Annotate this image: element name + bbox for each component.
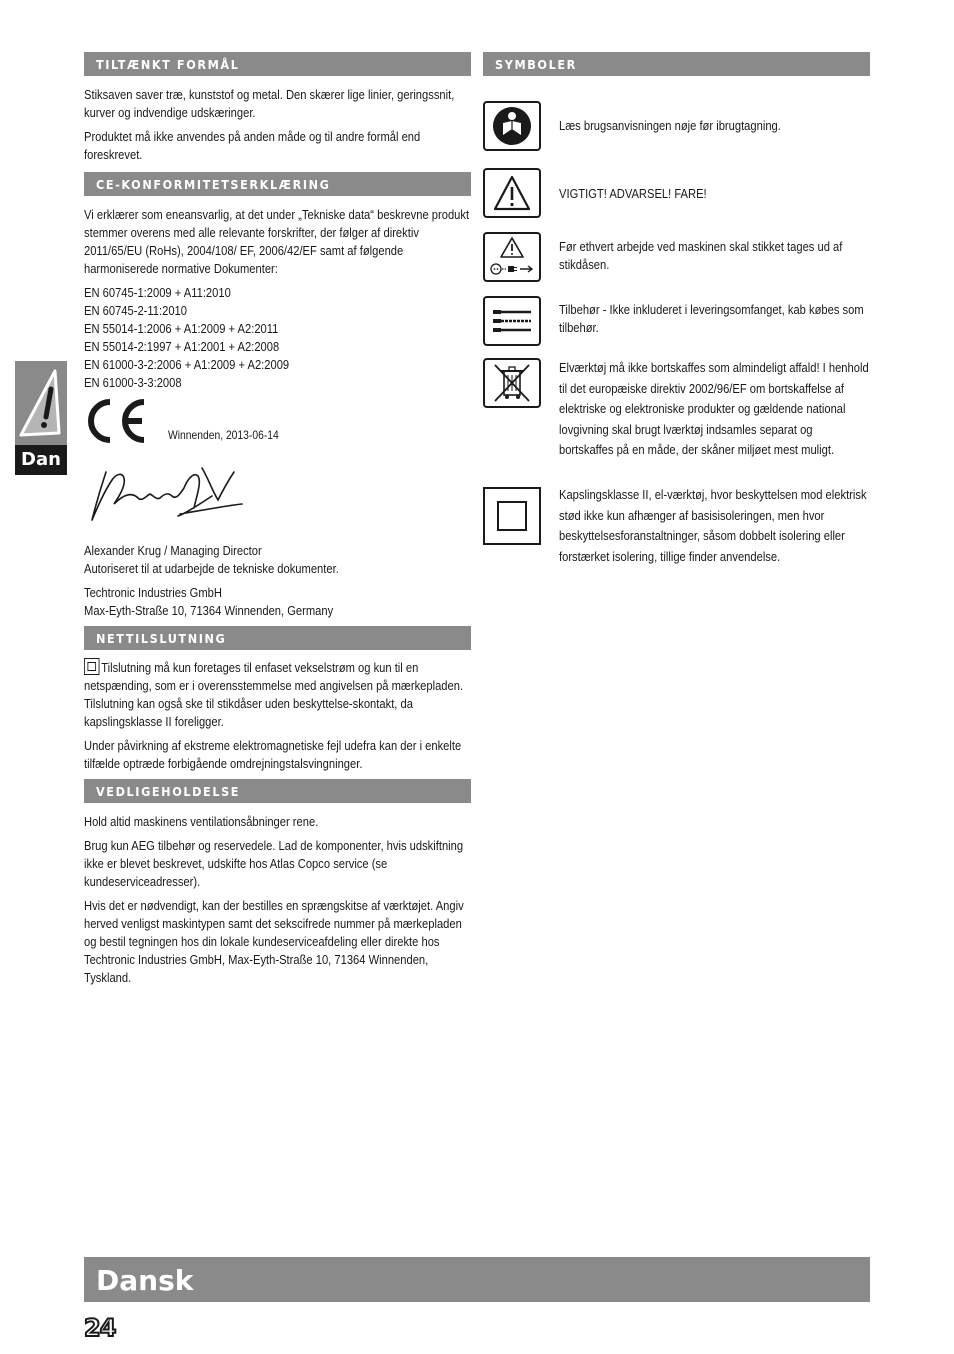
right-column: [483, 52, 870, 564]
symbol-row-accessory: [483, 296, 870, 348]
symbol-text-accessory: Tilbehør - Ikke inkluderet i leveringsomfanget, kab købes som tilbehør.: [559, 302, 864, 335]
ce-declaration-text: Vi erklærer som eneansvarlig, at det under „Tekniske data“ beskrevne produkt stemmer overens med alle relevante forskrifter, der følger af direktiv 2011/65/EU (RoHs), 2004/108/ EF, 2006/42/EF samt af følgende harmoniserede normative Dokumenter:: [84, 207, 470, 276]
symbol-text-class-ii: Kapslingsklasse II, el-værktøj, hvor beskyttelsen mod elektrisk stød ikke kun afhænger af basisisoleringen, men hvor beskyttelsesforanstaltninger, såsom dobbelt isolering eller forstærket isolering, tillige finder anvendelse.: [559, 487, 867, 564]
symbol-row-weee: [483, 358, 870, 488]
language-footer-bar: Dansk: [84, 1257, 870, 1302]
authorized-text: Autoriseret til at udarbejde de tekniske dokumenter.: [84, 561, 339, 576]
warning-triangle-icon: [483, 168, 541, 218]
symbol-text-read-manual: Læs brugsanvisningen nøje før ibrugtagning.: [559, 118, 781, 133]
symbol-text-warning: VIGTIGT! ADVARSEL! FARE!: [559, 186, 707, 201]
exclamation-icon: [15, 361, 67, 445]
maintenance-paragraph-2: Brug kun AEG tilbehør og reservedele. Lad de komponenter, hvis udskiftning ikke er blevet beskrevet, udskifte hos Atlas Copco service (se kundeserviceadresser).: [84, 838, 464, 889]
standard-item: EN 61000-3-3:2008: [84, 375, 182, 390]
signature-image: [84, 448, 254, 534]
signatory-name: Alexander Krug / Managing Director: [84, 543, 262, 558]
accessory-icon: [483, 296, 541, 346]
language-side-tab: [15, 361, 67, 475]
language-tab-label: Dan: [15, 445, 67, 475]
standard-item: EN 55014-2:1997 + A1:2001 + A2:2008: [84, 339, 280, 354]
symbol-row-warning: [483, 168, 870, 220]
read-manual-icon: [483, 101, 541, 151]
intended-use-paragraph-1: Stiksaven saver træ, kunststof og metal. Den skærer lige linier, geringssnit, kurver og indvendige udskæringer.: [84, 87, 455, 120]
ce-mark-icon: [84, 398, 148, 444]
symbol-row-read-manual: [483, 101, 870, 153]
symbol-text-weee: Elværktøj må ikke bortskaffes som almindeligt affald! I henhold til det europæiske direktiv 2002/96/EF om bortskaffelse af elektriske og elektroniske produkter og gældende national lovgivning skal brugt lværktøj indsamles separat og bortskaffes på en måde, der skåner miljøet mest muligt.: [559, 360, 869, 458]
symbol-row-unplug: [483, 232, 870, 284]
company-address: Max-Eyth-Straße 10, 71364 Winnenden, Germany: [84, 603, 334, 618]
standards-list: [84, 284, 470, 392]
place-date: Winnenden, 2013-06-14: [168, 428, 279, 442]
standard-item: EN 60745-2-11:2010: [84, 303, 187, 318]
class-ii-icon: [483, 487, 541, 545]
mains-paragraph-1: Tilslutning må kun foretages til enfaset vekselstrøm og kun til en netspænding, som er i overensstemmelse med angivelsen på mærkepladen. Tilslutning kan også ske til stikdåser uden beskyttelse-skontakt, da kapslingsklasse II foreligger.: [84, 660, 464, 729]
mains-paragraph-2: Under påvirkning af ekstreme elektromagnetiske fejl udefra kan der i enkelte tilfælde optræde forbigående omdrejningstalsvingninger.: [84, 738, 462, 771]
section-header-mains: NETTILSLUTNING: [84, 626, 471, 650]
section-header-symbols: SYMBOLER: [483, 52, 870, 76]
symbol-text-unplug: Før ethvert arbejde ved maskinen skal stikket tages ud af stikdåsen.: [559, 239, 843, 272]
section-header-intended-use: TILTÆNKT FORMÅL: [84, 52, 471, 76]
company-name: Techtronic Industries GmbH: [84, 585, 222, 600]
intended-use-paragraph-2: Produktet må ikke anvendes på anden måde og til andre formål end foreskrevet.: [84, 129, 421, 162]
standard-item: EN 61000-3-2:2006 + A1:2009 + A2:2009: [84, 357, 290, 372]
maintenance-paragraph-3: Hvis det er nødvendigt, kan der bestilles en sprængskitse af værktøjet. Angiv herved venligst maskintypen samt det sekscifrede nummer på mærkepladen og bestil tegningen hos din lokale kundeserviceafdeling eller direkte hos Techtronic Industries GmbH, Max-Eyth-Straße 10, 71364 Winnenden, Tyskland.: [84, 898, 464, 985]
standard-item: EN 55014-1:2006 + A1:2009 + A2:2011: [84, 321, 279, 336]
maintenance-paragraph-1: Hold altid maskinens ventilationsåbninger rene.: [84, 814, 319, 829]
weee-bin-icon: [483, 358, 541, 408]
page-number: 24: [84, 1314, 116, 1342]
unplug-warning-icon: [483, 232, 541, 282]
left-column: [84, 52, 471, 993]
class-ii-inline-icon: [84, 658, 99, 675]
section-header-maintenance: VEDLIGEHOLDELSE: [84, 779, 471, 803]
standard-item: EN 60745-1:2009 + A11:2010: [84, 285, 231, 300]
symbol-row-class-ii: [483, 487, 870, 597]
section-header-ce: CE-KONFORMITETSERKLÆRING: [84, 172, 471, 196]
